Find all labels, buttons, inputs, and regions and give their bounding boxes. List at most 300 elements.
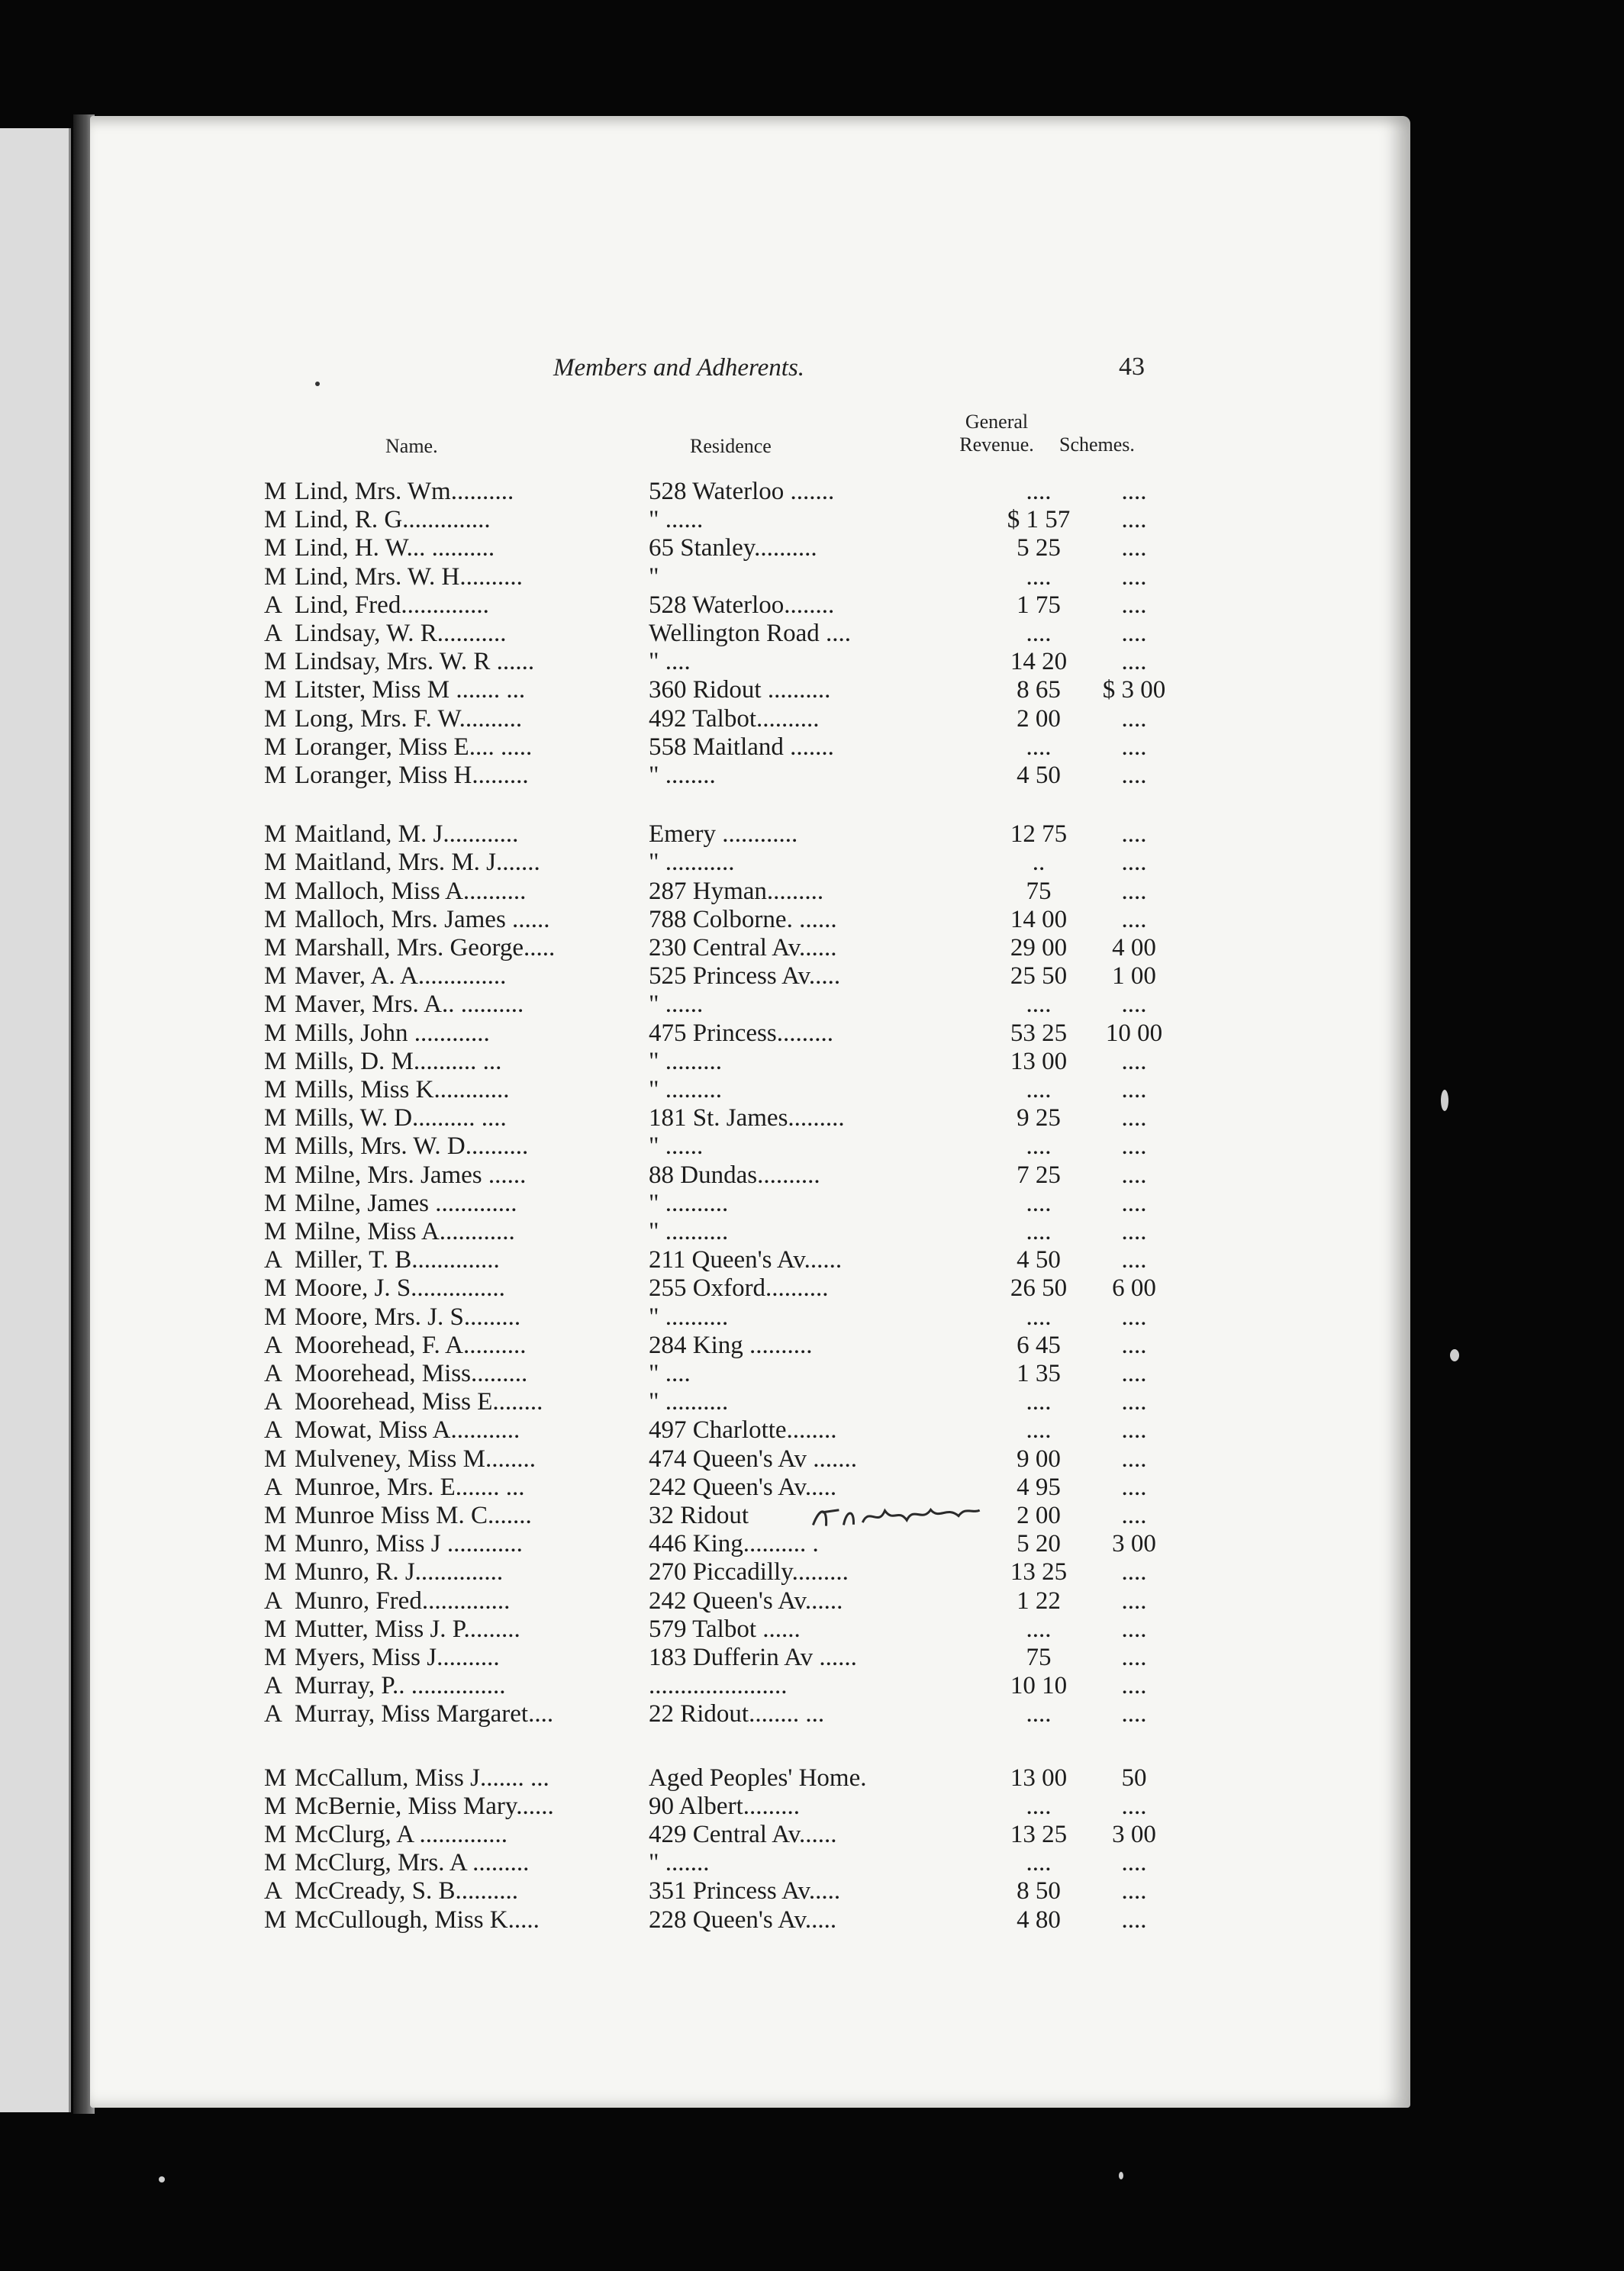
scan-speck xyxy=(1450,1349,1459,1361)
column-header-schemes: Schemes. xyxy=(1059,433,1135,456)
member-code: M xyxy=(264,1644,287,1671)
table-row xyxy=(264,1076,1180,1104)
table-row xyxy=(264,1388,1180,1416)
general-revenue-cell: .... xyxy=(1026,733,1052,761)
member-code: M xyxy=(264,562,287,591)
general-revenue-cell: 75 xyxy=(1026,877,1052,905)
schemes-cell: .... xyxy=(1121,648,1147,676)
general-revenue-cell: .... xyxy=(1026,1792,1052,1820)
general-revenue-cell: 6 45 xyxy=(1017,1331,1061,1359)
general-revenue-cell: 75 xyxy=(1026,1644,1052,1671)
member-code: M xyxy=(264,1821,287,1848)
table-row xyxy=(264,1303,1180,1332)
scan-speck xyxy=(1119,2172,1123,2179)
table-row xyxy=(264,1445,1180,1474)
general-revenue-cell: .... xyxy=(1026,478,1052,505)
member-code: M xyxy=(264,1792,287,1820)
schemes-cell: .... xyxy=(1121,1360,1147,1387)
table-row xyxy=(264,1644,1180,1672)
member-name: Mills, W. D.......... .... xyxy=(295,1104,507,1132)
member-name: McCready, S. B.......... xyxy=(295,1877,519,1905)
residence-cell: ...................... xyxy=(649,1672,788,1700)
member-name: Moorehead, Miss E........ xyxy=(295,1388,543,1416)
general-revenue-cell: 4 50 xyxy=(1017,1246,1061,1274)
table-row xyxy=(264,620,1180,648)
table-row xyxy=(264,1587,1180,1615)
residence-cell: " ......... xyxy=(649,1076,722,1103)
residence-cell: " ...... xyxy=(649,506,704,534)
member-code: M xyxy=(264,1849,287,1877)
residence-cell: " ........ xyxy=(649,762,716,789)
general-revenue-cell: .... xyxy=(1026,1303,1052,1331)
general-revenue-cell: 9 00 xyxy=(1017,1445,1061,1473)
table-row xyxy=(264,849,1180,877)
member-name: Maitland, Mrs. M. J....... xyxy=(295,849,540,877)
member-code: A xyxy=(264,1246,282,1274)
member-name: Maver, A. A.............. xyxy=(295,962,507,991)
member-code: M xyxy=(264,478,287,505)
schemes-cell: .... xyxy=(1121,991,1147,1019)
member-name: Loranger, Miss E.... ..... xyxy=(295,733,533,761)
general-revenue-cell: .... xyxy=(1026,1849,1052,1877)
general-revenue-cell: 5 25 xyxy=(1017,534,1061,562)
member-name: Munro, R. J.............. xyxy=(295,1558,504,1586)
residence-cell: 284 King .......... xyxy=(649,1331,813,1359)
member-code: A xyxy=(264,1416,282,1445)
general-revenue-cell: 5 20 xyxy=(1017,1530,1061,1558)
residence-cell: 181 St. James......... xyxy=(649,1104,845,1132)
schemes-cell: 4 00 xyxy=(1112,934,1156,962)
table-row xyxy=(264,563,1180,591)
residence-cell: 492 Talbot.......... xyxy=(649,704,820,733)
residence-cell: " ....... xyxy=(649,1849,710,1877)
member-code: M xyxy=(264,1189,287,1217)
table-row xyxy=(264,1906,1180,1934)
general-revenue-cell: .... xyxy=(1026,1388,1052,1416)
member-name: Loranger, Miss H......... xyxy=(295,762,529,789)
schemes-cell: .... xyxy=(1121,1218,1147,1245)
schemes-cell: 6 00 xyxy=(1112,1274,1156,1303)
general-revenue-cell: 10 10 xyxy=(1010,1672,1068,1700)
table-row xyxy=(264,934,1180,962)
schemes-cell: .... xyxy=(1121,1076,1147,1103)
table-row xyxy=(264,1416,1180,1445)
member-name: Mulveney, Miss M........ xyxy=(295,1445,536,1473)
schemes-cell: .... xyxy=(1121,562,1147,591)
member-code: M xyxy=(264,1905,287,1934)
member-code: A xyxy=(264,1360,282,1387)
table-row xyxy=(264,506,1180,534)
residence-cell: 497 Charlotte........ xyxy=(649,1416,837,1445)
member-name: McClurg, A .............. xyxy=(295,1821,508,1848)
schemes-cell: .... xyxy=(1121,1558,1147,1586)
general-revenue-cell: 4 95 xyxy=(1017,1473,1061,1501)
schemes-cell: $ 3 00 xyxy=(1102,676,1166,704)
table-row xyxy=(264,1877,1180,1905)
residence-cell: Wellington Road .... xyxy=(649,620,851,647)
general-revenue-cell: 1 22 xyxy=(1017,1586,1061,1615)
table-row xyxy=(264,648,1180,676)
member-code: M xyxy=(264,962,287,991)
member-code: M xyxy=(264,1274,287,1303)
member-code: M xyxy=(264,1530,287,1558)
table-row xyxy=(264,1161,1180,1190)
schemes-cell: .... xyxy=(1121,478,1147,505)
residence-cell: 474 Queen's Av ....... xyxy=(649,1445,857,1473)
schemes-cell: .... xyxy=(1121,1161,1147,1189)
member-name: Lindsay, Mrs. W. R ...... xyxy=(295,648,535,676)
member-name: Milne, Miss A............ xyxy=(295,1218,515,1245)
member-name: Malloch, Miss A.......... xyxy=(295,877,527,905)
member-code: A xyxy=(264,1586,282,1615)
member-name: Lind, Fred.............. xyxy=(295,591,489,619)
member-name: Maitland, M. J............ xyxy=(295,820,519,849)
member-code: A xyxy=(264,1473,282,1501)
member-code: A xyxy=(264,620,282,647)
residence-cell: Emery ............ xyxy=(649,820,798,849)
general-revenue-cell: 53 25 xyxy=(1010,1019,1068,1047)
member-name: Moore, Mrs. J. S......... xyxy=(295,1303,521,1331)
member-code: M xyxy=(264,762,287,789)
schemes-cell: .... xyxy=(1121,1331,1147,1359)
general-revenue-cell: .... xyxy=(1026,1416,1052,1445)
residence-cell: " .... xyxy=(649,1360,691,1387)
member-code: A xyxy=(264,1331,282,1359)
schemes-cell: .... xyxy=(1121,1877,1147,1905)
residence-cell: 90 Albert......... xyxy=(649,1792,800,1820)
member-code: A xyxy=(264,1672,282,1700)
residence-cell: " .......... xyxy=(649,1303,729,1331)
schemes-cell: .... xyxy=(1121,733,1147,761)
member-name: Munroe Miss M. C....... xyxy=(295,1502,532,1529)
member-name: Munro, Miss J ............ xyxy=(295,1530,523,1558)
residence-cell: " .......... xyxy=(649,1388,729,1416)
member-name: Mills, D. M.......... ... xyxy=(295,1047,502,1075)
member-name: Lind, H. W... .......... xyxy=(295,534,495,562)
table-row xyxy=(264,705,1180,733)
table-row xyxy=(264,1190,1180,1218)
member-code: M xyxy=(264,1019,287,1047)
residence-cell: 183 Dufferin Av ...... xyxy=(649,1644,857,1671)
residence-cell: 788 Colborne. ...... xyxy=(649,905,837,933)
table-row xyxy=(264,878,1180,906)
member-code: M xyxy=(264,1502,287,1529)
member-name: Munroe, Mrs. E....... ... xyxy=(295,1473,525,1501)
table-row xyxy=(264,1132,1180,1161)
general-revenue-cell: 4 80 xyxy=(1017,1905,1061,1934)
general-revenue-cell: .... xyxy=(1026,1218,1052,1245)
member-code: A xyxy=(264,1700,282,1728)
member-code: M xyxy=(264,1558,287,1586)
member-code: M xyxy=(264,1218,287,1245)
residence-cell: " ........... xyxy=(649,849,735,877)
table-row xyxy=(264,1558,1180,1586)
member-code: M xyxy=(264,1764,287,1792)
schemes-cell: .... xyxy=(1121,1792,1147,1820)
member-name: Mills, Mrs. W. D.......... xyxy=(295,1132,529,1161)
general-revenue-cell: 13 25 xyxy=(1010,1558,1068,1586)
member-name: Malloch, Mrs. James ...... xyxy=(295,905,550,933)
schemes-cell: .... xyxy=(1121,1586,1147,1615)
member-name: Lind, Mrs. W. H.......... xyxy=(295,562,523,591)
residence-cell: 242 Queen's Av...... xyxy=(649,1586,843,1615)
member-name: Murray, P.. ............... xyxy=(295,1672,506,1700)
member-name: Mills, John ............ xyxy=(295,1019,490,1047)
member-code: M xyxy=(264,1303,287,1331)
table-row xyxy=(264,733,1180,762)
residence-cell: 579 Talbot ...... xyxy=(649,1615,801,1643)
member-code: A xyxy=(264,1877,282,1905)
residence-cell: 270 Piccadilly......... xyxy=(649,1558,849,1586)
table-row xyxy=(264,1849,1180,1877)
member-code: M xyxy=(264,905,287,933)
schemes-cell: 3 00 xyxy=(1112,1530,1156,1558)
table-row xyxy=(264,1530,1180,1558)
residence-cell: 429 Central Av...... xyxy=(649,1821,837,1848)
schemes-cell: .... xyxy=(1121,591,1147,619)
table-row xyxy=(264,1821,1180,1849)
residence-cell: 528 Waterloo ....... xyxy=(649,478,835,505)
member-name: Lind, R. G.............. xyxy=(295,506,491,534)
schemes-cell: .... xyxy=(1121,1905,1147,1934)
schemes-cell: 10 00 xyxy=(1105,1019,1163,1047)
residence-cell: 558 Maitland ....... xyxy=(649,733,834,761)
member-code: M xyxy=(264,1104,287,1132)
member-code: M xyxy=(264,1445,287,1473)
ink-dot xyxy=(315,382,320,386)
table-row xyxy=(264,1332,1180,1360)
residence-cell: 525 Princess Av..... xyxy=(649,962,841,991)
member-code: M xyxy=(264,1615,287,1643)
schemes-cell: .... xyxy=(1121,1132,1147,1161)
member-name: Long, Mrs. F. W.......... xyxy=(295,704,523,733)
general-revenue-cell: .... xyxy=(1026,991,1052,1019)
member-name: Murray, Miss Margaret.... xyxy=(295,1700,554,1728)
residence-cell: 351 Princess Av..... xyxy=(649,1877,841,1905)
scan-speck xyxy=(159,2176,165,2182)
schemes-cell: .... xyxy=(1121,1615,1147,1643)
general-revenue-cell: 1 75 xyxy=(1017,591,1061,619)
schemes-cell: .... xyxy=(1121,849,1147,877)
member-name: Lindsay, W. R........... xyxy=(295,620,507,647)
general-revenue-cell: 13 00 xyxy=(1010,1047,1068,1075)
page-title: Members and Adherents. xyxy=(553,354,805,382)
table-row xyxy=(264,1474,1180,1502)
page-number: 43 xyxy=(1119,353,1145,381)
member-code: M xyxy=(264,849,287,877)
schemes-cell: .... xyxy=(1121,1849,1147,1877)
residence-cell: 360 Ridout .......... xyxy=(649,676,831,704)
residence-cell: " ...... xyxy=(649,1132,704,1161)
member-code: M xyxy=(264,1132,287,1161)
member-name: Milne, Mrs. James ...... xyxy=(295,1161,527,1189)
member-code: M xyxy=(264,506,287,534)
member-code: M xyxy=(264,991,287,1019)
member-code: M xyxy=(264,1076,287,1103)
member-name: McCallum, Miss J....... ... xyxy=(295,1764,549,1792)
schemes-cell: .... xyxy=(1121,704,1147,733)
general-revenue-cell: 4 50 xyxy=(1017,762,1061,789)
member-name: McClurg, Mrs. A ......... xyxy=(295,1849,530,1877)
residence-cell: 287 Hyman......... xyxy=(649,877,824,905)
member-name: McBernie, Miss Mary...... xyxy=(295,1792,554,1820)
general-revenue-cell: .... xyxy=(1026,620,1052,647)
general-revenue-cell: 8 50 xyxy=(1017,1877,1061,1905)
column-header-residence: Residence xyxy=(690,435,772,457)
table-row xyxy=(264,962,1180,991)
general-revenue-cell: 1 35 xyxy=(1017,1360,1061,1387)
table-row xyxy=(264,991,1180,1019)
table-row xyxy=(264,534,1180,562)
schemes-cell: .... xyxy=(1121,1104,1147,1132)
general-revenue-cell: .... xyxy=(1026,1615,1052,1643)
member-name: Moorehead, Miss......... xyxy=(295,1360,528,1387)
schemes-cell: .... xyxy=(1121,1473,1147,1501)
general-revenue-cell: .... xyxy=(1026,562,1052,591)
left-page-edge xyxy=(0,128,71,2112)
table-row xyxy=(264,1274,1180,1303)
member-name: Moorehead, F. A.......... xyxy=(295,1331,527,1359)
member-name: Mutter, Miss J. P......... xyxy=(295,1615,520,1643)
member-code: M xyxy=(264,1047,287,1075)
general-revenue-cell: 7 25 xyxy=(1017,1161,1061,1189)
table-row xyxy=(264,762,1180,790)
residence-cell: " .... xyxy=(649,648,691,676)
schemes-cell: .... xyxy=(1121,1047,1147,1075)
schemes-cell: 3 00 xyxy=(1112,1821,1156,1848)
member-code: A xyxy=(264,591,282,619)
residence-cell: 22 Ridout........ ... xyxy=(649,1700,825,1728)
column-header-name: Name. xyxy=(385,435,438,457)
schemes-cell: .... xyxy=(1121,1416,1147,1445)
member-code: M xyxy=(264,648,287,676)
general-revenue-cell: .... xyxy=(1026,1189,1052,1217)
member-code: M xyxy=(264,1161,287,1189)
table-row xyxy=(264,1502,1180,1530)
schemes-cell: 50 xyxy=(1121,1764,1147,1792)
column-header-general-revenue: General Revenue. xyxy=(959,411,1034,456)
schemes-cell: .... xyxy=(1121,1502,1147,1529)
table-row xyxy=(264,1218,1180,1246)
schemes-cell: .... xyxy=(1121,1189,1147,1217)
scan-speck xyxy=(1441,1090,1448,1111)
member-name: Marshall, Mrs. George..... xyxy=(295,934,556,962)
schemes-cell: .... xyxy=(1121,534,1147,562)
general-revenue-cell: 26 50 xyxy=(1010,1274,1068,1303)
general-revenue-cell: 8 65 xyxy=(1017,676,1061,704)
general-revenue-cell: .. xyxy=(1032,849,1046,877)
table-row xyxy=(264,1700,1180,1728)
member-name: Mowat, Miss A........... xyxy=(295,1416,520,1445)
residence-cell: 230 Central Av...... xyxy=(649,934,837,962)
general-revenue-cell: $ 1 57 xyxy=(1007,506,1071,534)
residence-cell: 255 Oxford.......... xyxy=(649,1274,829,1303)
table-row xyxy=(264,1104,1180,1132)
general-revenue-cell: 2 00 xyxy=(1017,704,1061,733)
member-name: Moore, J. S............... xyxy=(295,1274,505,1303)
table-row xyxy=(264,1672,1180,1700)
member-name: Litster, Miss M ....... ... xyxy=(295,676,526,704)
schemes-cell: .... xyxy=(1121,1700,1147,1728)
member-code: A xyxy=(264,1388,282,1416)
residence-cell: " .......... xyxy=(649,1189,729,1217)
member-code: M xyxy=(264,534,287,562)
schemes-cell: .... xyxy=(1121,1303,1147,1331)
member-name: Milne, James ............. xyxy=(295,1189,517,1217)
table-row xyxy=(264,906,1180,934)
general-revenue-cell: 13 25 xyxy=(1010,1821,1068,1848)
member-name: Lind, Mrs. Wm.......... xyxy=(295,478,514,505)
schemes-cell: .... xyxy=(1121,905,1147,933)
residence-cell: " .......... xyxy=(649,1218,729,1245)
schemes-cell: .... xyxy=(1121,620,1147,647)
table-row xyxy=(264,591,1180,620)
general-revenue-cell: .... xyxy=(1026,1076,1052,1103)
general-revenue-cell: .... xyxy=(1026,1132,1052,1161)
member-code: M xyxy=(264,877,287,905)
member-name: Myers, Miss J.......... xyxy=(295,1644,500,1671)
general-revenue-cell: 14 00 xyxy=(1010,905,1068,933)
member-code: M xyxy=(264,704,287,733)
schemes-cell: .... xyxy=(1121,877,1147,905)
table-row xyxy=(264,1793,1180,1821)
member-code: M xyxy=(264,733,287,761)
residence-cell: 228 Queen's Av..... xyxy=(649,1905,837,1934)
residence-cell: 32 Ridout xyxy=(649,1502,749,1529)
member-code: M xyxy=(264,676,287,704)
table-row xyxy=(264,1020,1180,1048)
schemes-cell: .... xyxy=(1121,1445,1147,1473)
residence-cell: " xyxy=(649,562,659,591)
residence-cell: 242 Queen's Av..... xyxy=(649,1473,837,1501)
member-name: McCullough, Miss K..... xyxy=(295,1905,540,1934)
residence-cell: 528 Waterloo........ xyxy=(649,591,835,619)
table-row xyxy=(264,1764,1180,1793)
schemes-cell: .... xyxy=(1121,820,1147,849)
general-revenue-cell: 14 20 xyxy=(1010,648,1068,676)
residence-cell: 446 King.......... . xyxy=(649,1530,819,1558)
schemes-cell: .... xyxy=(1121,506,1147,534)
schemes-cell: .... xyxy=(1121,1644,1147,1671)
general-revenue-cell: 29 00 xyxy=(1010,934,1068,962)
general-revenue-cell: 9 25 xyxy=(1017,1104,1061,1132)
schemes-cell: 1 00 xyxy=(1112,962,1156,991)
residence-cell: 88 Dundas.......... xyxy=(649,1161,820,1189)
table-row xyxy=(264,1048,1180,1076)
table-row xyxy=(264,1360,1180,1388)
schemes-cell: .... xyxy=(1121,1388,1147,1416)
member-code: M xyxy=(264,934,287,962)
general-revenue-cell: 12 75 xyxy=(1010,820,1068,849)
residence-cell: Aged Peoples' Home. xyxy=(649,1764,867,1792)
table-row xyxy=(264,478,1180,506)
member-name: Miller, T. B.............. xyxy=(295,1246,500,1274)
residence-cell: " ...... xyxy=(649,991,704,1019)
residence-cell: " ......... xyxy=(649,1047,722,1075)
table-row xyxy=(264,676,1180,704)
residence-cell: 475 Princess......... xyxy=(649,1019,833,1047)
general-revenue-cell: 25 50 xyxy=(1010,962,1068,991)
schemes-cell: .... xyxy=(1121,1246,1147,1274)
general-revenue-cell: .... xyxy=(1026,1700,1052,1728)
table-row xyxy=(264,1615,1180,1644)
schemes-cell: .... xyxy=(1121,1672,1147,1700)
table-row xyxy=(264,1246,1180,1274)
member-name: Maver, Mrs. A.. .......... xyxy=(295,991,524,1019)
general-revenue-cell: 2 00 xyxy=(1017,1502,1061,1529)
general-revenue-cell: 13 00 xyxy=(1010,1764,1068,1792)
table-row xyxy=(264,820,1180,849)
